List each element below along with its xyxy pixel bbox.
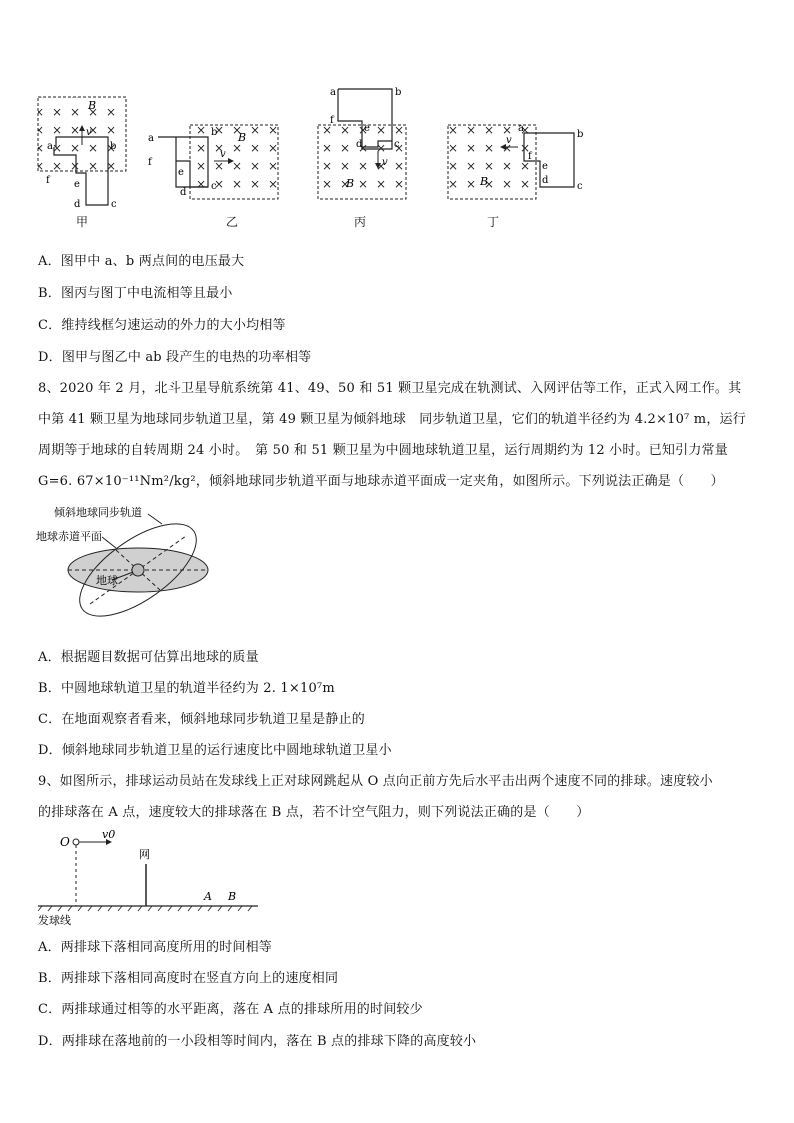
figure-yi [148,125,278,199]
svg-text:B: B [346,177,355,190]
q8-stem-line-2: 中第 41 颗卫星为地球同步轨道卫星，第 49 颗卫星为倾斜地球 同步轨道卫星，它们的轨道半径约为 4.2×10⁷ m，运行 [38,412,746,427]
svg-text:c: c [394,139,400,150]
caption-jia: 甲 [75,215,88,229]
q7-option-d: D．图甲与图乙中 ab 段产生的电热的功率相等 [38,350,312,365]
q9-stem-line-1: 9、如图所示，排球运动员站在发球线上正对球网跳起从 O 点向正前方先后水平击出两个速度不同的排球。速度较小 [38,774,713,789]
svg-text:v: v [86,127,92,138]
svg-text:d: d [180,187,187,198]
q7-figure-group [30,85,610,215]
q7-option-b: B．图丙与图丁中电流相等且最小 [38,286,233,301]
label-net: 网 [139,848,150,861]
svg-text:c: c [577,181,583,192]
svg-text:b: b [110,141,117,152]
svg-text:v: v [382,157,388,168]
q9-stem-line-2: 的排球落在 A 点，速度较大的排球落在 B 点，若不计空气阻力，则下列说法正确的是（ ） [38,805,590,820]
label-o: O [60,835,70,849]
svg-text:a: a [148,133,154,144]
q7-option-c: C．维持线框匀速运动的外力的大小均相等 [38,318,286,333]
caption-yi: 乙 [225,215,238,229]
svg-text:e: e [364,123,370,134]
svg-text:f: f [46,175,50,186]
q9-option-d: D．两排球在落地前的一小段相等时间内，落在 B 点的排球下降的高度较小 [38,1034,477,1049]
svg-text:B: B [238,131,247,144]
figure-ding [448,123,583,199]
svg-text:B: B [480,175,489,188]
q9-option-b: B．两排球下落相同高度时在竖直方向上的速度相同 [38,971,339,986]
svg-text:f: f [148,157,152,168]
label-serve-line: 发球线 [38,914,71,927]
q9-option-a: A．两排球下落相同高度所用的时间相等 [38,940,272,955]
svg-text:c: c [111,199,117,210]
label-v0: v0 [102,828,116,841]
orbit-figure [30,500,230,625]
caption-bing: 丙 [353,215,366,229]
svg-text:d: d [74,199,81,210]
svg-text:a: a [47,141,53,152]
figure-jia [38,97,126,210]
svg-text:d: d [356,139,363,150]
volleyball-figure [38,828,278,928]
svg-text:f: f [528,151,532,162]
svg-text:b: b [577,129,584,140]
svg-text:b: b [211,127,218,138]
q8-stem-line-1: 8、2020 年 2 月，北斗卫星导航系统第 41、49、50 和 51 颗卫星完成在轨测试、入网评估等工作，正式入网工作。其 [38,381,742,396]
svg-text:c: c [211,181,217,192]
label-incline-orbit: 倾斜地球同步轨道 [54,506,142,519]
svg-text:e: e [542,161,548,172]
svg-text:B: B [88,99,97,112]
caption-ding: 丁 [486,215,499,229]
svg-text:a: a [330,87,336,98]
q8-stem-line-4: G=6. 67×10⁻¹¹Nm²/kg²，倾斜地球同步轨道平面与地球赤道平面成一定夹角，如图所示。下列说法正确是（ ） [38,474,724,489]
q8-option-c: C．在地面观察者看来，倾斜地球同步轨道卫星是静止的 [38,712,365,727]
q7-option-a: A．图甲中 a、b 两点间的电压最大 [38,254,245,269]
q8-option-b: B．中圆地球轨道卫星的轨道半径约为 2. 1×10⁷m [38,681,335,696]
q8-option-a: A．根据题目数据可估算出地球的质量 [38,650,259,665]
q9-option-c: C．两排球通过相等的水平距离，落在 A 点的排球所用的时间较少 [38,1002,423,1017]
label-a: A [204,890,212,903]
svg-text:d: d [542,175,549,186]
q8-stem-line-3: 周期等于地球的自转周期 24 小时。 第 50 和 51 颗卫星为中圆地球轨道卫星，运行周期约为 12 小时。已知引力常量 [38,443,728,458]
svg-text:a: a [518,123,524,134]
figure-bing [318,87,406,199]
svg-text:v: v [220,149,226,160]
svg-text:v: v [506,135,512,146]
svg-text:e: e [178,167,184,178]
svg-text:f: f [330,115,334,126]
label-b: B [228,890,237,903]
label-earth: 地球 [96,574,118,587]
svg-text:e: e [74,179,80,190]
q8-option-d: D．倾斜地球同步轨道卫星的运行速度比中圆地球轨道卫星小 [38,743,392,758]
label-equator-plane: 地球赤道平面 [36,530,102,543]
svg-text:b: b [395,87,402,98]
